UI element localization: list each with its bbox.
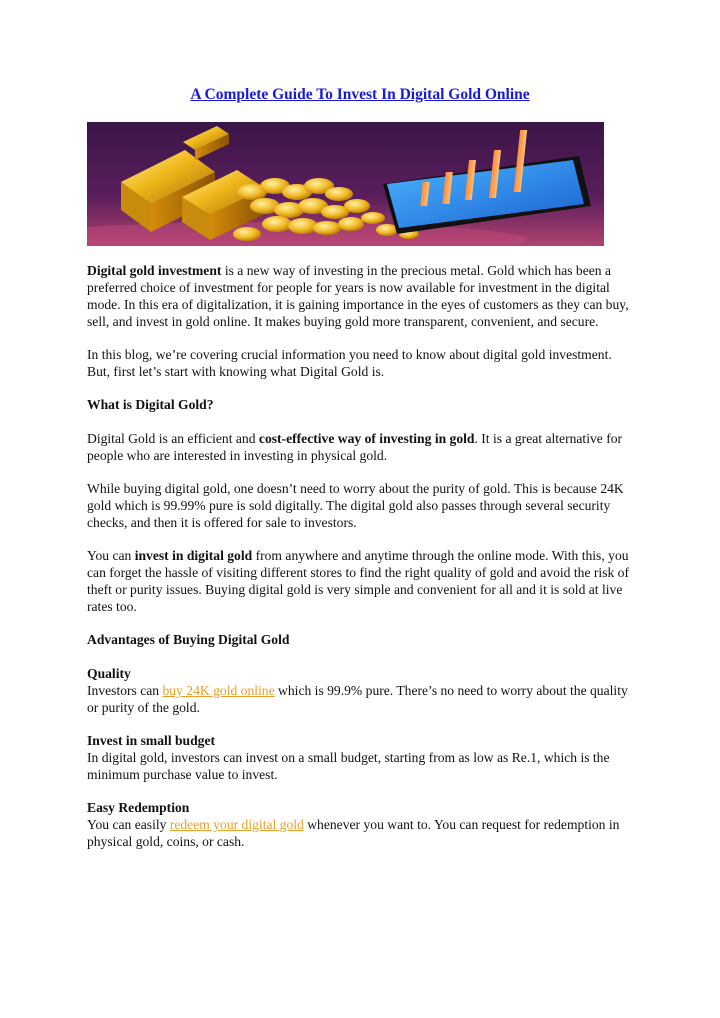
page-title <box>0 86 720 104</box>
small-budget-text: In digital gold, investors can invest on a small budget, starting from as low as Re.1, which is the minimum purchase value to invest. <box>87 750 610 782</box>
advantages-heading <box>87 631 637 648</box>
advantages-heading-text: Advantages of Buying Digital Gold <box>87 632 290 647</box>
anytime-bold: invest in digital gold <box>134 548 253 563</box>
what-before: Digital Gold is an efficient and <box>87 431 259 446</box>
redemption-section <box>87 799 637 850</box>
what-heading-text: What is Digital Gold? <box>87 397 214 412</box>
anytime-paragraph <box>87 547 637 615</box>
what-bold: cost-effective way of investing in gold <box>258 431 475 446</box>
redemption-before: You can easily <box>87 817 170 832</box>
intro-bold-term: Digital gold investment <box>87 263 222 278</box>
anytime-after: from anywhere and anytime through the online mode. With this, you can forget the hassle of visiting different stores to find the right quality of gold and avoid the risk of theft or purity issues. Buying digital gold is very simple and convenient for all and it is sold at live rates too. <box>87 548 629 614</box>
intro-paragraph <box>87 262 637 330</box>
buy-24k-gold-link[interactable]: buy 24K gold online <box>162 683 275 698</box>
anytime-before: You can <box>87 548 135 563</box>
redemption-after: whenever you want to. You can request for redemption in physical gold, coins, or cash. <box>87 817 620 849</box>
intro-text: is a new way of investing in the precious metal. Gold which has been a preferred choice of investment for people for years is now available for investment in the digital mode. In this era of digitalization, it is gaining importance in the eyes of customers as they can buy, sell, and invest in gold online. It makes buying gold more transparent, convenient, and secure. <box>87 263 629 329</box>
redemption-heading: Easy Redemption <box>87 800 190 815</box>
small-budget-section <box>87 732 637 783</box>
what-heading <box>87 396 637 413</box>
quality-section <box>87 665 637 716</box>
purity-paragraph: While buying digital gold, one doesn’t need to worry about the purity of gold. This is because 24K gold which is 99.99% pure is sold digitally. The digital gold also passes through several security checks, and then it is offered for sale to investors. <box>87 481 624 530</box>
blog-paragraph: In this blog, we’re covering crucial information you need to know about digital gold investment. But, first let’s start with knowing what Digital Gold is. <box>87 347 612 379</box>
quality-before: Investors can <box>87 683 163 698</box>
small-budget-heading: Invest in small budget <box>87 733 216 748</box>
quality-after: which is 99.9% pure. There’s no need to worry about the quality or purity of the gold. <box>87 683 628 715</box>
article-body <box>87 262 637 866</box>
hero-image <box>87 122 604 246</box>
what-paragraph <box>87 430 637 464</box>
what-after: . It is a great alternative for people who are interested in investing in physical gold. <box>87 431 623 463</box>
title-link[interactable]: A Complete Guide To Invest In Digital Gold Online <box>190 86 530 103</box>
quality-heading: Quality <box>87 666 131 681</box>
redeem-digital-gold-link[interactable]: redeem your digital gold <box>169 817 304 832</box>
